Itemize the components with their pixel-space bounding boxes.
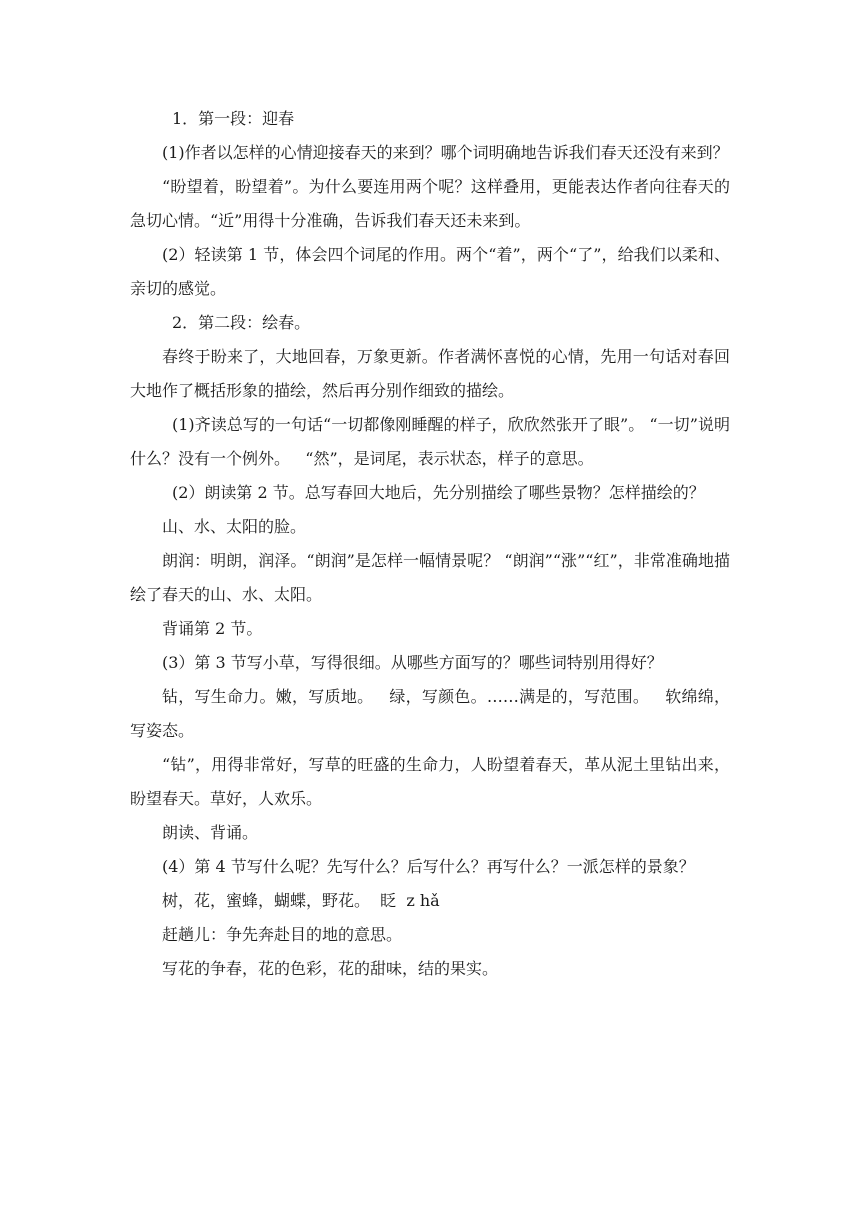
answer-paragraph: 钻，写生命力。嫩，写质地。 绿，写颜色。……满是的，写范围。 软绵绵，写姿态。 [130, 687, 730, 740]
section-heading-2: 2．第二段：绘春。 [172, 313, 311, 332]
answer-paragraph: “钻”，用得非常好，写草的旺盛的生命力，人盼望着春天，革从泥土里钻出来，盼望春天。草好，人欢乐。 [130, 755, 730, 808]
instruction-paragraph: 朗读、背诵。 [162, 823, 259, 842]
answer-paragraph: 树，花，蜜蜂，蝴蝶，野花。 眨 z hǎ [162, 891, 440, 910]
question-paragraph: (2）轻读第 1 节，体会四个词尾的作用。两个“着”，两个“了”，给我们以柔和、亲切的感觉。 [130, 245, 730, 298]
question-paragraph: (1)作者以怎样的心情迎接春天的来到？哪个词明确地告诉我们春天还没有来到？ [162, 143, 729, 162]
instruction-paragraph: 背诵第 2 节。 [162, 619, 263, 638]
document-body [130, 102, 730, 986]
question-paragraph: (1)齐读总写的一句话“一切都像刚睡醒的样子，欣欣然张开了眼”。 “一切”说明什么？没有一个例外。 “然”，是词尾，表示状态，样子的意思。 [130, 415, 730, 468]
answer-paragraph: 赶趟儿：争先奔赴目的地的意思。 [162, 925, 403, 944]
question-paragraph: (3）第 3 节写小草，写得很细。从哪些方面写的？哪些词特别用得好？ [162, 653, 663, 672]
question-paragraph: (4）第 4 节写什么呢？先写什么？后写什么？再写什么？一派怎样的景象？ [162, 857, 695, 876]
section-heading-1: 1．第一段：迎春 [172, 109, 295, 128]
question-paragraph: (2）朗读第 2 节。总写春回大地后，先分别描绘了哪些景物？怎样描绘的？ [172, 483, 705, 502]
answer-paragraph: “盼望着，盼望着”。为什么要连用两个呢？这样叠用，更能表达作者向往春天的急切心情。“近”用得十分准确，告诉我们春天还未来到。 [130, 177, 730, 230]
answer-paragraph: 山、水、太阳的脸。 [162, 517, 307, 536]
body-paragraph: 春终于盼来了，大地回春，万象更新。作者满怀喜悦的心情，先用一句话对春回大地作了概括形象的描绘，然后再分别作细致的描绘。 [130, 347, 730, 400]
answer-paragraph: 写花的争春，花的色彩，花的甜味，结的果实。 [162, 959, 499, 978]
answer-paragraph: 朗润：明朗，润泽。“朗润”是怎样一幅情景呢？ “朗润”“涨”“红”，非常准确地描绘了春天的山、水、太阳。 [130, 551, 730, 604]
